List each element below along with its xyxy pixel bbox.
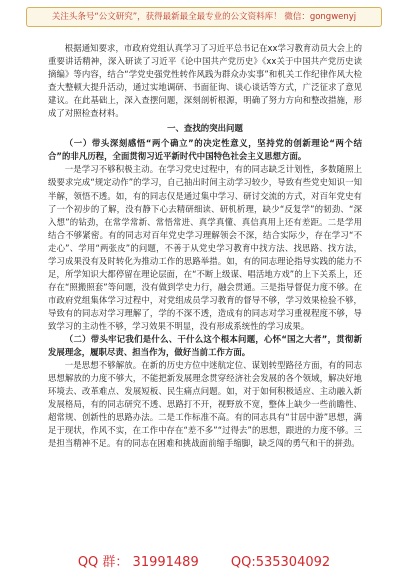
subsection-1-title: （一）带头深刻感悟“两个确立”的决定性意义，坚持党的创新理论“两个结合”的非凡历程，全面贯彻习近平新时代中国特色社会主义思想方面。: [48, 138, 362, 162]
top-banner: 关注头条号“公文研究”，获得最新最全最专业的公文资料库！ 微信：gongwenyj: [26, 7, 382, 27]
section-heading: 一、查找的突出问题: [167, 123, 243, 134]
subsection-2-body: 一是思想不够解放。在新的历史方位中迷航定位、谋划转型路径方面，有的同志思想解放的力度不够大，不能把新发展理念贯穿经济社会发展的各个领域，解决好地环境去、改革难点、发展短板、民生痛点问题。如，对于如何积极适应、主动融入新发展格局，有的同志研究不透、思路打不开，视野放不宽，整体上缺少一些前瞻性、超常规、创新性的思路办法。二是工作标准不高。有的同志具有“甘居中游”思想，满足于现状，作风不实，在工作中存在“差不多”“过得去”的思想，跟进的力度不够。三是担当精神不足。有的同志在困难和挑战面前缩手缩脚，缺乏闯的勇气和干的拼劲。: [48, 360, 362, 449]
subsection-1-body: 一是学习不够积极主动。在学习党史过程中，有的同志缺乏计划性，多数随照上级要求完成“规定动作”的学习，自己抽出时间主动学习较少，导致有些党史知识一知半解，领悟不透。如，有的同志仅是通过集中学习、研讨交流的方式，对百年党史有了一个初步的了解，没有静下心去精研细读、研机析理，缺少“反复学”的韧劲、“深入想”的钻劲，在常学常新、常悟常进、真学真懂、真信真用上还有差距。二是学用结合不够紧密。有的同志对百年党史学习理解领会不深，结合实际少，存在学习“不走心”、学用“两张皮”的问题，不善于从党史学习教育中找方法、找思路、找方法，学习成果没有及时转化为推动工作的思路举措。如，有的同志理论指导实践的能力不足，所学知识大都停留在理论层面，在“不断上级谋、唱活地方戏”的上下关系上，还存在“照搬照套”等问题，没有做到学史力行，融会贯通。三是指导督促力度不够。在市政府党组集体学习过程中，对党组成员学习教育的督导不够，学习效果检验不够，导致有的同志对学习理解了，学的不深不透，造成有的同志对学习重视程度不够，导致学习的主动性不够，学习效果不明显，没有形成系统性的学习成果。: [48, 164, 362, 331]
document-body: [48, 42, 362, 542]
intro-paragraph: 根据通知要求，市政府党组认真学习了习近平总书记在xx学习教育动员大会上的重要讲话精神，深入研读了习近平《论中国共产党历史》《xx关于中国共产党历史读摘编》等内容，结合“学党史强党性转作风践为群众办实事”和机关工作纪律作风大检查大整顿大提升活动，通过实地调研、书面征询、谈心谈话等方式，广泛征求了意见建议。在此基础上，深入查摆问题，深刻剖析根源，明确了努力方向和整改措施，形成了对照检查材料。: [48, 43, 362, 119]
subsection-2-title: （二）带头牢记我们是什么、干什么这个根本问题，心怀“国之大者”，贯彻新发展理念，履职尽责、担当作为，做好当前工作方面。: [48, 334, 362, 358]
footer-qq: QQ:535304092: [230, 555, 331, 570]
footer: [0, 551, 408, 570]
footer-qq-group: QQ 群： 31991489: [77, 555, 199, 570]
